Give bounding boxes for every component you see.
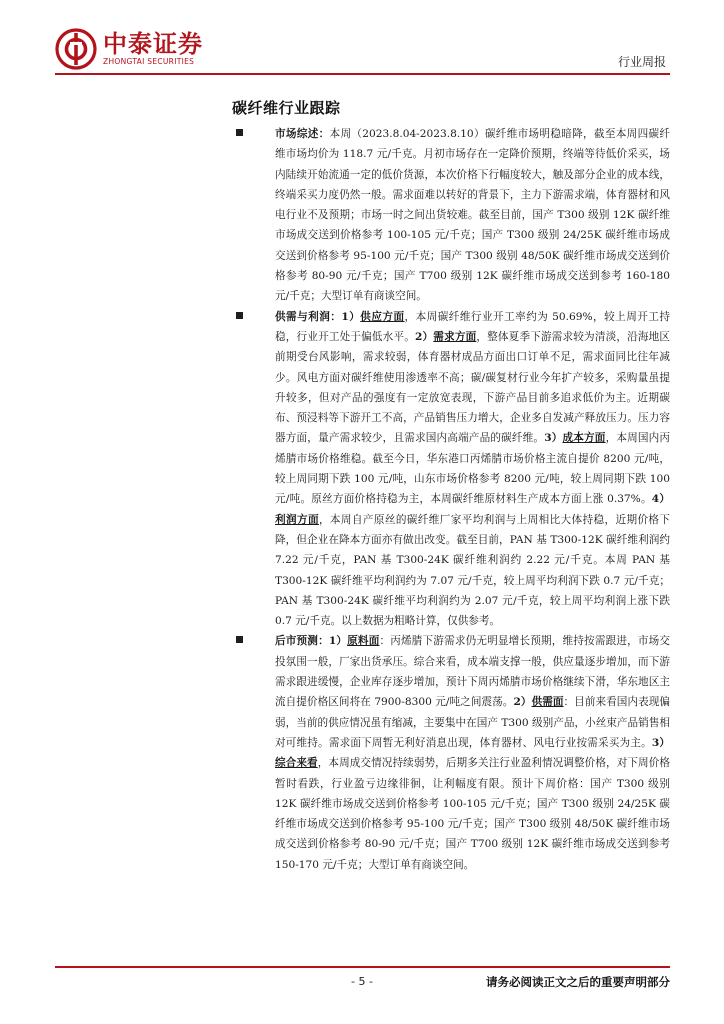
profit-text: ，本周自产原丝的碳纤维厂家平均利润与上周相比大体持稳，近期价格下降，但企业在降本方面亦有做出改变。截至目前，PAN 基 T300-12K 碳纤维利润约 7.22 元/千克，PAN 基 T300-24K 碳纤维利润约 2.22 元/千克。本周 PAN 基 T300-12K 碳纤维平均利润约为 7.07 元/千克，较上周平均利润下跌 0.7 元/千克；PAN 基 T300-24K 碳纤维平均利润约为 2.07 元/千克，较上周平均利润上涨下跌 0.7 元/千克。以上数据为粗略计算，仅供参考。 bbox=[275, 513, 671, 628]
supply-demand-label: 供需与利润： bbox=[275, 310, 342, 323]
point-number: 2） bbox=[513, 696, 532, 709]
report-type-label: 行业周报 bbox=[617, 55, 666, 69]
market-summary-label: 市场综述： bbox=[275, 128, 330, 140]
page-header bbox=[0, 0, 724, 80]
market-summary-item bbox=[232, 124, 670, 307]
cost-text: ，本周国内丙烯腈市场价格维稳。截至今日，华东港口丙烯腈市场价格主流自提价 8200 元/吨，较上周同期下跌 100 元/吨，山东市场价格参考 8200 元/吨，较上周同期下跌 100 元/吨。原丝方面价格持稳为主，本周碳纤维原材料生产成本方面上涨 0.37%。 bbox=[275, 432, 671, 506]
footer-divider bbox=[55, 966, 670, 968]
point-number: 3） bbox=[544, 432, 563, 445]
forecast-item bbox=[232, 631, 670, 875]
overall-text: ，本周成交情况持续弱势，后期多关注行业盈利情况调整价格，对下周价格暂时看跌，行业盈亏边缘徘徊，让利幅度有限。预计下周价格：国产 T300 级别 12K 碳纤维市场成交送到价格参考 100-105 元/千克；国产 T300 级别 24/25K 碳纤维市场成交送到价格参考 95-100 元/千克；国产 T300 级别 48/50K 碳纤维市场成交送到价格参考 80-90 元/千克；国产 T700 级别 12K 碳纤维市场成交送到参考 150-170 元/千克；大型订单有商谈空间。 bbox=[275, 757, 671, 871]
overall-heading: 综合来看 bbox=[275, 757, 318, 770]
supply-demand-item bbox=[232, 307, 670, 632]
market-summary-text: 本周（2023.8.04-2023.8.10）碳纤维市场明稳暗降，截至本周四碳纤维市场均价为 118.7 元/千克。月初市场存在一定降价预期，终端等待低价采买，场内陆续开始流通一定的低价货源，本次价格下行幅度较大，触及部分企业的成本线，终端采买力度仍然一般。需求面难以转好的背景下，主力下游需求端，体育器材和风电行业不及预期；市场一时之间出货较难。截至目前，国产 T300 级别 12K 碳纤维市场成交送到价格参考 100-105 元/千克；国产 T300 级别 24/25K 碳纤维市场成交送到价格参考 95-100 元/千克；国产 T300 级别 48/50K 碳纤维市场成交送到价格参考 80-90 元/千克；国产 T700 级别 12K 碳纤维市场成交送到参考 160-180 元/千克；大型订单有商谈空间。 bbox=[275, 128, 670, 303]
brand-name-en: ZHONGTAI SECURITIES bbox=[103, 57, 195, 66]
supply-demand-outlook-heading: 供需面 bbox=[531, 696, 564, 709]
brand-wordmark bbox=[103, 31, 203, 67]
brand-logo bbox=[55, 28, 203, 70]
supply-heading: 供应方面 bbox=[360, 310, 405, 323]
supply-demand-paragraph bbox=[275, 307, 670, 632]
demand-text: ，整体夏季下游需求较为清淡，沿海地区前期受台风影响，需求较弱，体育器材成品方面出口订单不足，需求面同比往年减少。风电方面对碳纤维使用渗透率不高；碳/碳复材行业今年扩产较多，采购量虽提升较多，但对产品的强度有一定放宽表现，下游产品目前多追求低价为主。近期碳布、预浸料等下游开工不高，产品销售压力增大，企业多自发减产释放压力。压力容器方面，量产需求较少，且需求国内高端产品的碳纤维。 bbox=[275, 330, 671, 445]
market-summary-paragraph bbox=[275, 124, 670, 307]
point-number: 2） bbox=[414, 330, 434, 343]
raw-material-heading: 原料面 bbox=[347, 635, 380, 648]
header-divider bbox=[55, 73, 670, 75]
point-number: 4） bbox=[651, 493, 670, 506]
brand-name-cn: 中泰证券 bbox=[103, 30, 203, 58]
supply-text: ，本周碳纤维行业开工率约为 50.69%，较上周开工持稳，行业开工处于偏低水平。 bbox=[275, 310, 670, 343]
square-bullet-icon bbox=[236, 636, 243, 643]
cost-heading: 成本方面 bbox=[562, 432, 606, 445]
square-bullet-icon bbox=[236, 312, 243, 319]
zhongtai-logo-icon bbox=[55, 28, 97, 70]
supply-demand-outlook-text: ：目前来看国内表现偏弱，当前的供应情况虽有缩减，主要集中在国产 T300 级别产品，小丝束产品销售相对可维持。需求面下周暂无利好消息出现，体育器材、风电行业按需采买为主。 bbox=[275, 696, 671, 749]
point-number: 1） bbox=[328, 635, 348, 648]
square-bullet-icon bbox=[236, 129, 243, 136]
point-number: 1） bbox=[341, 310, 361, 323]
raw-material-text: ：丙烯腈下游需求仍无明显增长预期，维持按需跟进，市场交投氛围一般，厂家出货承压。综合来看，成本端支撑一般，供应量逐步增加，而下游需求跟进缓慢，企业库存逐步增加，预计下周丙烯腈市场价格继续下滑，华东地区主流自提价格区间将在 7900-8300 元/吨之间震荡。 bbox=[275, 635, 671, 709]
disclaimer-notice: 请务必阅读正文之后的重要声明部分 bbox=[486, 975, 670, 989]
profit-heading: 利润方面 bbox=[275, 513, 319, 526]
demand-heading: 需求方面 bbox=[433, 330, 477, 343]
report-body bbox=[232, 124, 670, 875]
point-number: 3） bbox=[651, 736, 670, 749]
forecast-label: 后市预测： bbox=[275, 635, 329, 648]
section-title: 碳纤维行业跟踪 bbox=[232, 99, 341, 117]
forecast-paragraph bbox=[275, 631, 670, 875]
page-number: - 5 - bbox=[351, 975, 373, 988]
